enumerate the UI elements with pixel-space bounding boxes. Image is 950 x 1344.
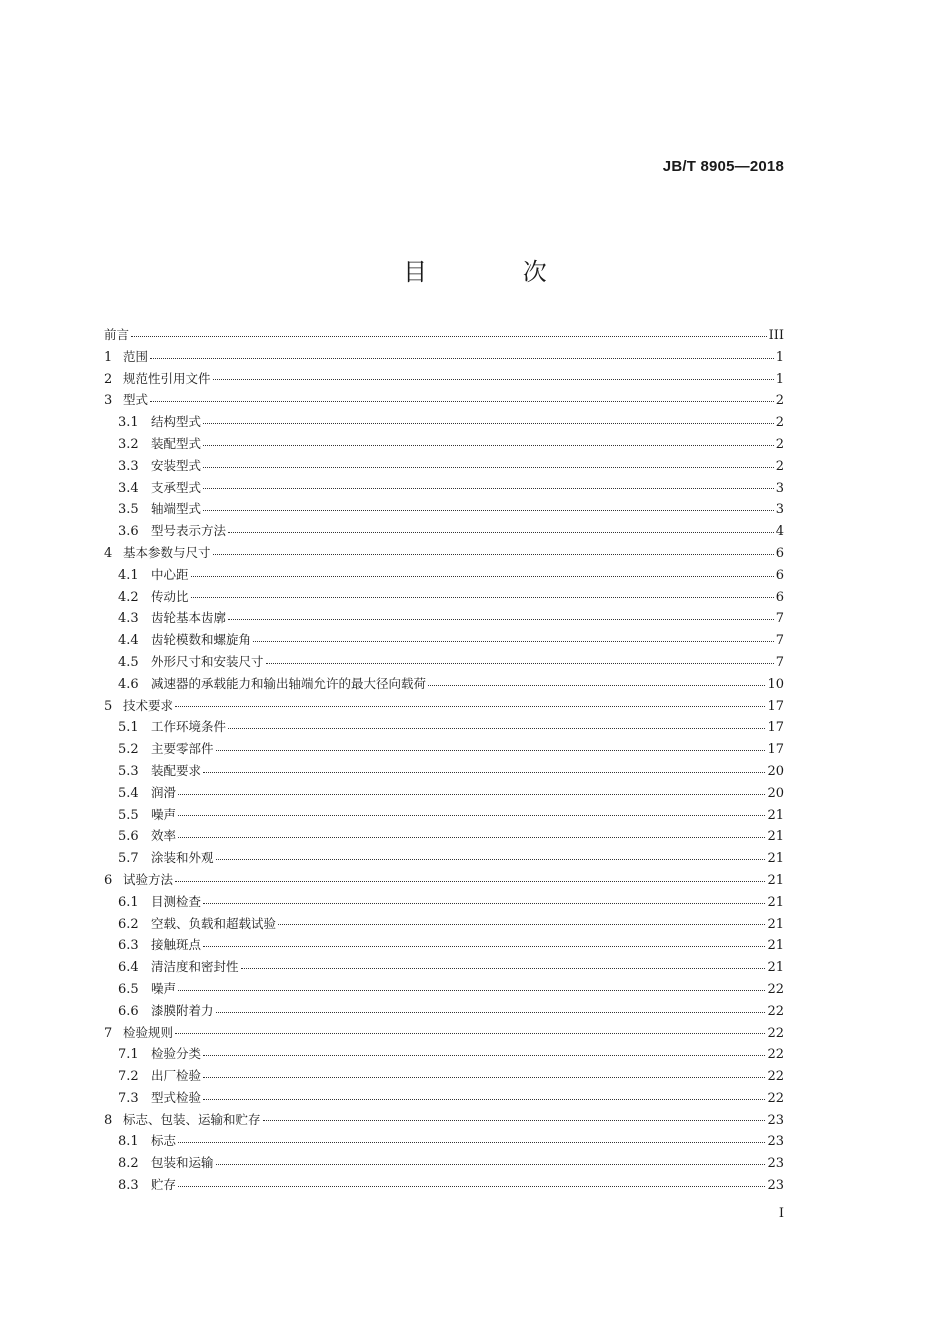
toc-entry-label: 试验方法 [123,871,174,887]
toc-entry-page: 2 [775,458,784,474]
toc-entry-page: 20 [767,763,784,779]
toc-entry-page: 22 [767,1069,784,1085]
toc-entry-label: 技术要求 [123,697,174,713]
toc-dot-leader [175,1033,765,1034]
toc-entry[interactable] [104,368,784,390]
toc-entry[interactable] [104,1152,784,1174]
toc-entry-number: 5.1 [118,720,139,736]
toc-entry-label: 目测检查 [151,893,202,909]
toc-entry-number: 3.5 [118,502,139,518]
toc-entry-label: 装配型式 [151,435,202,451]
toc-entry-label: 出厂检验 [151,1068,202,1084]
toc-entry-number: 8.2 [118,1156,139,1172]
toc-dot-leader [278,924,765,925]
toc-entry-page: III [768,328,784,343]
toc-entry-number: 5.5 [118,807,139,823]
toc-entry-label: 型式检验 [151,1089,202,1105]
toc-entry[interactable] [104,477,784,499]
toc-entry[interactable] [104,411,784,433]
toc-entry-label: 减速器的承载能力和输出轴端允许的最大径向载荷 [151,675,427,691]
toc-dot-leader [203,423,774,424]
toc-entry-label: 噪声 [151,806,177,822]
toc-entry-label: 结构型式 [151,414,202,430]
toc-entry-label: 空载、负载和超载试验 [151,915,277,931]
toc-entry-page: 23 [767,1112,784,1128]
toc-entry-page: 17 [767,698,784,714]
toc-entry-label: 齿轮模数和螺旋角 [151,632,252,648]
toc-entry-label: 润滑 [151,784,177,800]
toc-entry-page: 17 [767,720,784,736]
toc-dot-leader [203,467,774,468]
toc-entry-label: 工作环境条件 [151,719,227,735]
toc-entry-page: 7 [775,654,784,670]
toc-entry-number: 6.4 [118,960,139,976]
toc-entry[interactable] [104,586,784,608]
toc-entry[interactable] [104,1043,784,1065]
toc-entry[interactable] [104,498,784,520]
toc-entry-number: 5.6 [118,829,139,845]
toc-dot-leader [178,837,765,838]
toc-entry-number: 8.1 [118,1134,139,1150]
toc-entry-page: 1 [775,349,784,365]
toc-entry-label: 噪声 [151,980,177,996]
toc-entry-number: 6 [104,872,113,888]
toc-entry[interactable] [104,520,784,542]
page-number: I [778,1206,784,1221]
toc-entry-page: 22 [767,1003,784,1019]
toc-entry-label: 主要零部件 [151,741,214,757]
toc-entry-page: 7 [775,611,784,627]
toc-entry-page: 7 [775,633,784,649]
toc-entry[interactable] [104,455,784,477]
toc-entry-label: 齿轮基本齿廓 [151,610,227,626]
toc-entry-page: 22 [767,1047,784,1063]
toc-entry-number: 3 [104,393,113,409]
toc-entry-label: 贮存 [151,1177,177,1193]
toc-entry-number: 5.7 [118,851,139,867]
toc-entry-page: 23 [767,1156,784,1172]
toc-entry[interactable] [104,673,784,695]
toc-entry-number: 7 [104,1025,113,1041]
toc-entry-label: 型式 [123,392,149,408]
toc-entry-label: 漆膜附着力 [151,1002,214,1018]
toc-entry[interactable] [104,913,784,935]
toc-entry[interactable] [104,1174,784,1196]
toc-entry[interactable] [104,847,784,869]
toc-entry-number: 5.3 [118,763,139,779]
toc-entry-page: 21 [767,916,784,932]
toc-entry-number: 7.1 [118,1047,139,1063]
toc-entry-label: 接触斑点 [151,937,202,953]
toc-entry-page: 4 [775,524,784,540]
toc-entry[interactable] [104,1065,784,1087]
toc-entry-page: 21 [767,960,784,976]
toc-entry-number: 4.5 [118,654,139,670]
toc-entry-number: 6.1 [118,894,139,910]
toc-entry-label: 规范性引用文件 [123,370,211,386]
toc-entry-number: 2 [104,371,113,387]
toc-entry-page: 6 [775,589,784,605]
toc-entry-page: 3 [775,480,784,496]
toc-entry-number: 4.6 [118,676,139,692]
toc-entry-page: 20 [767,785,784,801]
toc-entry[interactable] [104,324,784,346]
toc-entry[interactable] [104,695,784,717]
toc-entry-page: 22 [767,981,784,997]
toc-dot-leader [131,336,767,337]
toc-entry-number: 6.6 [118,1003,139,1019]
toc-entry[interactable] [104,651,784,673]
toc-entry-page: 1 [775,371,784,387]
toc-dot-leader [175,706,765,707]
toc-entry-number: 3.3 [118,458,139,474]
toc-entry[interactable] [104,346,784,368]
toc-dot-leader [428,685,765,686]
toc-dot-leader [266,663,774,664]
toc-entry-number: 6.5 [118,981,139,997]
toc-entry-number: 7.3 [118,1090,139,1106]
toc-entry-label: 标志、包装、运输和贮存 [123,1111,261,1127]
toc-entry[interactable] [104,825,784,847]
toc-entry[interactable] [104,607,784,629]
toc-entry-number: 1 [104,349,113,365]
toc-entry[interactable] [104,1109,784,1131]
toc-dot-leader [203,445,774,446]
toc-entry-number: 5.2 [118,742,139,758]
toc-dot-leader [228,532,774,533]
toc-entry-number: 8 [104,1112,113,1128]
toc-entry-page: 22 [767,1090,784,1106]
toc-entry-page: 21 [767,829,784,845]
toc-entry-number: 5 [104,698,113,714]
toc-entry-label: 效率 [151,828,177,844]
toc-entry-label: 安装型式 [151,457,202,473]
toc-entry[interactable] [104,629,784,651]
toc-entry[interactable] [104,542,784,564]
toc-entry-page: 21 [767,807,784,823]
toc-entry-page: 21 [767,938,784,954]
toc-dot-leader [213,554,774,555]
toc-dot-leader [191,576,774,577]
toc-dot-leader [203,510,774,511]
toc-entry[interactable] [104,433,784,455]
toc-entry-label: 传动比 [151,588,189,604]
toc-entry[interactable] [104,1087,784,1109]
toc-entry-page: 6 [775,567,784,583]
toc-entry-page: 23 [767,1178,784,1194]
toc-entry-label: 支承型式 [151,479,202,495]
toc-title: 目 次 [403,258,591,286]
toc-entry-page: 3 [775,502,784,518]
toc-entry-label: 型号表示方法 [151,523,227,539]
toc-entry-number: 4.2 [118,589,139,605]
toc-entry[interactable] [104,891,784,913]
toc-dot-leader [216,1012,766,1013]
toc-entry[interactable] [104,716,784,738]
toc-entry-number: 5.4 [118,785,139,801]
table-of-contents [104,324,784,1196]
toc-dot-leader [203,946,765,947]
toc-entry-page: 2 [775,415,784,431]
toc-dot-leader [216,1164,766,1165]
toc-dot-leader [216,750,766,751]
toc-entry[interactable] [104,956,784,978]
toc-entry-page: 23 [767,1134,784,1150]
toc-entry-page: 2 [775,393,784,409]
toc-entry-label: 外形尺寸和安装尺寸 [151,653,264,669]
toc-entry-label: 轴端型式 [151,501,202,517]
toc-dot-leader [178,990,765,991]
toc-dot-leader [203,488,774,489]
toc-entry-page: 21 [767,851,784,867]
toc-entry-number: 3.6 [118,524,139,540]
toc-dot-leader [263,1120,766,1121]
toc-dot-leader [191,597,774,598]
toc-entry-number: 8.3 [118,1178,139,1194]
toc-dot-leader [241,968,766,969]
toc-dot-leader [203,1099,765,1100]
toc-entry[interactable] [104,738,784,760]
toc-entry[interactable] [104,1022,784,1044]
toc-entry-label: 基本参数与尺寸 [123,544,211,560]
toc-entry-number: 3.4 [118,480,139,496]
toc-dot-leader [150,358,774,359]
toc-entry-page: 6 [775,545,784,561]
toc-entry-label: 检验规则 [123,1024,174,1040]
toc-entry-label: 中心距 [151,566,189,582]
toc-entry-label: 清洁度和密封性 [151,959,239,975]
toc-dot-leader [178,1142,765,1143]
toc-entry-label: 检验分类 [151,1046,202,1062]
toc-dot-leader [178,1186,765,1187]
toc-entry-label: 涂装和外观 [151,850,214,866]
toc-entry-page: 22 [767,1025,784,1041]
toc-entry-page: 21 [767,872,784,888]
toc-dot-leader [178,815,765,816]
document-code: JB/T 8905—2018 [662,158,784,175]
toc-entry-number: 6.2 [118,916,139,932]
toc-entry[interactable] [104,564,784,586]
toc-dot-leader [203,1055,765,1056]
toc-dot-leader [253,641,774,642]
toc-entry[interactable] [104,978,784,1000]
toc-entry[interactable] [104,934,784,956]
toc-entry[interactable] [104,782,784,804]
toc-entry[interactable] [104,1130,784,1152]
toc-dot-leader [175,881,765,882]
toc-entry-label: 装配要求 [151,762,202,778]
toc-entry[interactable] [104,804,784,826]
toc-dot-leader [178,794,765,795]
toc-entry-page: 17 [767,742,784,758]
toc-entry[interactable] [104,389,784,411]
toc-entry-number: 4 [104,545,113,561]
toc-entry-label: 范围 [123,348,149,364]
toc-entry[interactable] [104,869,784,891]
toc-entry-label: 包装和运输 [151,1155,214,1171]
toc-dot-leader [203,772,765,773]
toc-entry-number: 4.3 [118,611,139,627]
toc-entry-label: 前言 [104,327,130,342]
toc-entry-number: 3.1 [118,415,139,431]
toc-entry-number: 7.2 [118,1069,139,1085]
toc-entry-label: 标志 [151,1133,177,1149]
toc-entry-page: 10 [767,676,784,692]
toc-entry[interactable] [104,760,784,782]
toc-entry-page: 2 [775,436,784,452]
toc-dot-leader [228,619,774,620]
toc-dot-leader [150,401,774,402]
toc-entry-page: 21 [767,894,784,910]
toc-entry-number: 4.4 [118,633,139,649]
toc-dot-leader [216,859,766,860]
toc-dot-leader [203,903,765,904]
toc-dot-leader [203,1077,765,1078]
toc-dot-leader [228,728,765,729]
toc-dot-leader [213,379,774,380]
toc-entry[interactable] [104,1000,784,1022]
toc-entry-number: 4.1 [118,567,139,583]
toc-entry-number: 3.2 [118,436,139,452]
toc-entry-number: 6.3 [118,938,139,954]
